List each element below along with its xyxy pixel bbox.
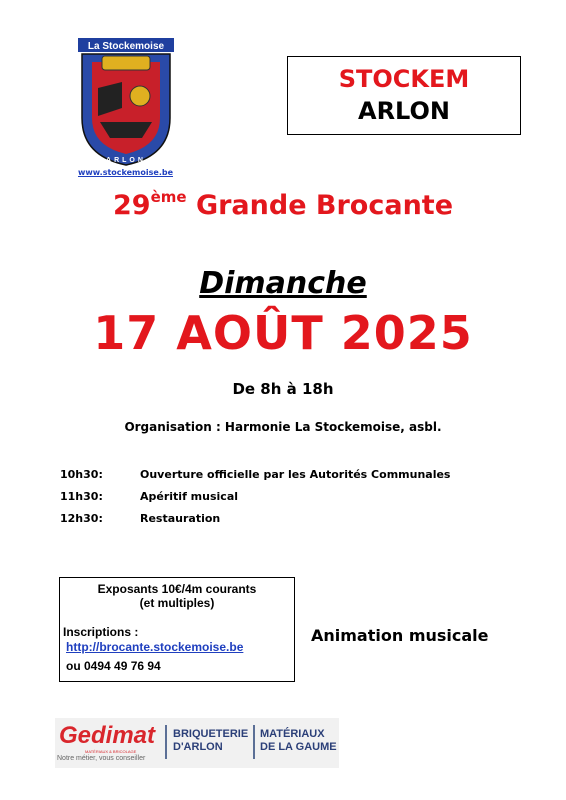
registration-link[interactable]: http://brocante.stockemoise.be	[66, 640, 244, 654]
event-title	[0, 188, 566, 221]
registration-phone: ou 0494 49 76 94	[66, 659, 161, 673]
sponsor-partner-2-line2: DE LA GAUME	[260, 741, 337, 753]
exhibitors-price: Exposants 10€/4m courants	[97, 582, 257, 596]
program-item	[60, 512, 220, 525]
event-date: 17 AOÛT 2025	[93, 306, 473, 360]
program-item	[60, 468, 450, 481]
sponsor-brand-sub: MATÉRIAUX & BRICOLAGE	[85, 749, 137, 754]
sponsor-partner-2	[260, 728, 337, 754]
exhibitors-multiples: (et multiples)	[139, 596, 215, 610]
logo-banner-text: La Stockemoise	[87, 41, 165, 52]
event-day	[0, 266, 566, 301]
sponsor-separator	[253, 725, 255, 759]
stockemoise-logo	[78, 38, 174, 166]
location-line2: ARLON	[358, 97, 450, 125]
sponsor-partner-1-line1: BRIQUETERIE	[173, 728, 249, 740]
event-title-text: Grande Brocante	[186, 190, 454, 221]
registration-label: Inscriptions :	[63, 625, 139, 639]
sponsor-partner-1	[173, 728, 248, 754]
program-time: 11h30:	[60, 490, 103, 503]
program-time: 12h30:	[60, 512, 103, 525]
location-line1: STOCKEM	[338, 65, 470, 93]
program-activity: Ouverture officielle par les Autorités Communales	[140, 468, 451, 481]
program-activity: Apéritif musical	[140, 490, 239, 503]
sponsor-partner-2-line1: MATÉRIAUX	[260, 728, 325, 740]
sponsor-brand: Gedimat	[59, 722, 156, 749]
event-ordinal-suffix: ème	[150, 188, 187, 206]
animation-label: Animation musicale	[311, 626, 489, 645]
event-ordinal-number: 29	[112, 190, 151, 221]
heraldic-wheel	[130, 86, 150, 106]
program-time: 10h30:	[60, 468, 103, 481]
sponsor-separator	[165, 725, 167, 759]
event-day-text: Dimanche	[199, 266, 367, 301]
website-link[interactable]: www.stockemoise.be	[78, 168, 174, 177]
program-activity: Restauration	[140, 512, 221, 525]
program-item	[60, 490, 238, 503]
logo-town-text: ARLON	[106, 157, 146, 164]
location-box	[287, 56, 521, 135]
event-hours: De 8h à 18h	[232, 380, 334, 398]
info-box	[59, 577, 295, 682]
sponsor-slogan: Notre métier, vous conseiller	[57, 755, 146, 762]
crown-icon	[102, 56, 150, 70]
event-organisation: Organisation : Harmonie La Stockemoise, asbl.	[124, 420, 442, 434]
sponsor-partner-1-line2: D'ARLON	[173, 741, 223, 753]
sponsor-banner	[55, 718, 339, 768]
